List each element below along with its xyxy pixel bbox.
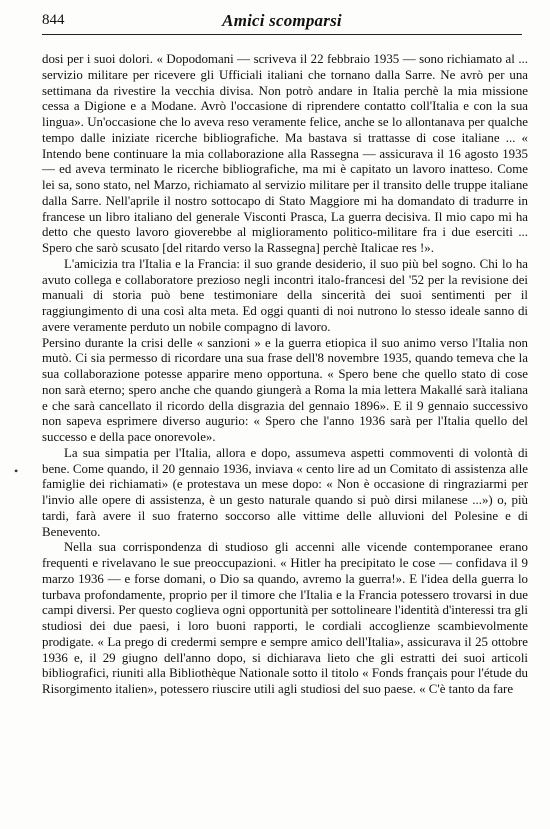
paragraph: Persino durante la crisi delle « sanzioni » e la guerra etiopica il suo animo verso l'Italia non mutò. Ci sia permesso di ricordare una sua frase dell'8 novembre 1935, quando temeva che la sua collaborazione potesse apparire meno opportuna. « Spero bene che quello stato di cose non sarà eterno; spero anche che quando giungerà a Roma la mia lettera Makallé sarà italiana e che sarà cancellato il ricordo della disgrazia del gennaio 1896». E il 9 gennaio successivo non sapeva esprimere diverso augurio: « Spero che l'anno 1936 sarà per l'Italia quello del successo e della pace onorevole». (42, 335, 528, 444)
paragraph: dosi per i suoi dolori. « Dopodomani — scriveva il 22 febbraio 1935 — sono richiamato al ... servizio militare per ricevere gli Ufficiali italiani che tornano dalla Sarre. Ne avrò per una settimana da rivestire la vecchia divisa. Non potrò andare in Italia perchè la mia missione cessa a Digione e a Modane. Avrò l'occasione di riprendere contatto coll'Italia e con la sua lingua». Un'occasione che lo aveva reso veramente felice, anche se lo allontanava per qualche tempo dalle iniziate ricerche bibliografiche. Ma bastava si trattasse di cose italiane ... « Intendo bene continuare la mia collaborazione alla Rassegna — assicurava il 16 agosto 1935 — ed aveva terminato le ricerche bibliografiche, ma mi è capitato un lavoro inatteso. Come lei sa, sono stato, nel Marzo, richiamato al servizio militare per il transito delle truppe italiane dalla Sarre. Nell'aprile il nostro sottocapo di Stato Maggiore mi ha domandato di tradurre in francese un libro italiano del generale Visconti Prasca, La guerra decisiva. Il mio capo mi ha detto che questo lavoro gioverebbe al miglioramento politico-militare fra i due eserciti ... Spero che sarò scusato [del ritardo verso la Rassegna] perchè Italicae res !». (42, 52, 528, 255)
running-title: Amici scomparsi (222, 11, 342, 30)
body-text (42, 52, 528, 698)
paragraph: La sua simpatia per l'Italia, allora e dopo, assumeva aspetti commoventi di volontà di bene. Come quando, il 20 gennaio 1936, inviava « cento lire ad un Comitato di assistenza alle famiglie dei richiamati» (e protestava un mese dopo: « Non è occasione di ringraziarmi per l'invio alle opere di assistenza, è un gesto naturale quando si può dirsi milanese ...») o, più tardi, farà avere il suo fraterno soccorso alle vittime delle alluvioni del Polesine e di Benevento. (42, 445, 528, 539)
margin-mark: • (14, 464, 19, 478)
paragraph: L'amicizia tra l'Italia e la Francia: il suo grande desiderio, il suo più bel sogno. Chi lo ha avuto collega e collaboratore prezioso negli incontri italo-francesi del '52 per la revisione dei manuali di storia può bene testimoniare della sincerità dei suoi sentimenti per il raggiungimento di una così alta meta. Ed oggi quanti di noi nutrono lo stesso ideale sanno di avere veramente perduto un nobile compagno di lavoro. (42, 256, 528, 334)
paragraph: Nella sua corrispondenza di studioso gli accenni alle vicende contemporanee erano frequenti e rivelavano le sue preoccupazioni. « Hitler ha precipitato le cose — confidava il 9 marzo 1936 — e forse domani, o Dio sa quando, avremo la guerra!». E l'idea della guerra lo turbava profondamente, proprio per il timore che l'Italia e la Francia potessero trovarsi in due campi diversi. Per questo coglieva ogni opportunità per sottolineare l'identità d'interessi tra gli studiosi dei due paesi, i loro buoni rapporti, le cordiali accoglienze scambievolmente prodigate. « La prego di credermi sempre e sempre amico dell'Italia», assicurava il 25 ottobre 1936 e, il 29 giugno dell'anno dopo, si dichiarava lieto che gli estratti dei suoi articoli bibliografici, riuniti alla Bibliothèque Nationale sotto il titolo « Fonds français pour l'étude du Risorgimento italien», potessero riuscire utili agli studiosi del suo paese. « C'è tanto da fare (42, 540, 528, 696)
page-number: 844 (42, 12, 65, 28)
page-header (42, 8, 522, 35)
